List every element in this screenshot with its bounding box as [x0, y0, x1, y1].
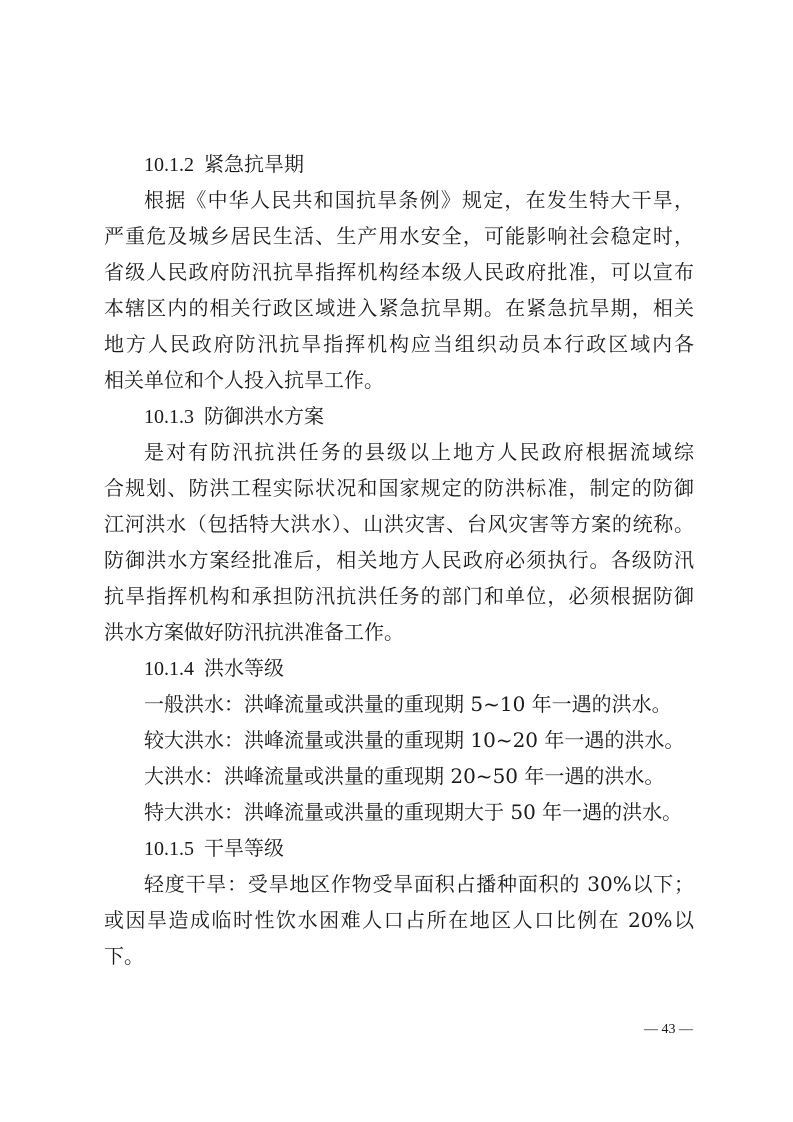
flood-level-major: 大洪水：洪峰流量或洪量的重现期 20~50 年一遇的洪水。 — [144, 764, 665, 788]
section-number: 10.1.5 — [144, 838, 194, 860]
paragraph-line: 或因旱造成临时性饮水困难人口占所在地区人口比例在 20%以 — [104, 908, 694, 932]
paragraph-line: 本辖区内的相关行政区域进入紧急抗旱期。在紧急抗旱期，相关 — [104, 296, 694, 320]
document-body — [104, 146, 694, 974]
section-title: 干旱等级 — [204, 836, 284, 860]
paragraph-line: 省级人民政府防汛抗旱指挥机构经本级人民政府批准，可以宣布 — [104, 260, 694, 284]
section-heading — [104, 146, 694, 182]
flood-level-extreme: 特大洪水：洪峰流量或洪量的重现期大于 50 年一遇的洪水。 — [144, 800, 683, 824]
paragraph-line: 严重危及城乡居民生活、生产用水安全，可能影响社会稳定时， — [104, 224, 694, 248]
section-number: 10.1.2 — [144, 154, 194, 176]
section-heading — [104, 650, 694, 686]
section-title: 防御洪水方案 — [204, 404, 324, 428]
paragraph-line: 轻度干旱：受旱地区作物受旱面积占播种面积的 30%以下； — [144, 872, 694, 896]
paragraph-line: 防御洪水方案经批准后，相关地方人民政府必须执行。各级防汛 — [104, 548, 694, 572]
section-title: 洪水等级 — [204, 656, 284, 680]
paragraph-line: 是对有防汛抗洪任务的县级以上地方人民政府根据流域综 — [144, 440, 694, 464]
page-number: — 43 — — [644, 1022, 693, 1037]
section-number: 10.1.4 — [144, 658, 194, 680]
paragraph-line: 合规划、防洪工程实际状况和国家规定的防洪标准，制定的防御 — [104, 476, 694, 500]
paragraph-line: 抗旱指挥机构和承担防汛抗洪任务的部门和单位，必须根据防御 — [104, 584, 694, 608]
paragraph-line: 地方人民政府防汛抗旱指挥机构应当组织动员本行政区域内各 — [104, 332, 694, 356]
paragraph-line: 下。 — [104, 944, 144, 968]
section-title: 紧急抗旱期 — [204, 152, 304, 176]
section-number: 10.1.3 — [144, 406, 194, 428]
paragraph-line: 洪水方案做好防汛抗洪准备工作。 — [104, 620, 404, 644]
paragraph-line: 相关单位和个人投入抗旱工作。 — [104, 368, 384, 392]
paragraph-line: 江河洪水（包括特大洪水）、山洪灾害、台风灾害等方案的统称。 — [104, 512, 694, 536]
flood-level-general: 一般洪水：洪峰流量或洪量的重现期 5~10 年一遇的洪水。 — [144, 692, 672, 716]
flood-level-larger: 较大洪水：洪峰流量或洪量的重现期 10~20 年一遇的洪水。 — [144, 728, 685, 752]
section-heading — [104, 398, 694, 434]
section-heading — [104, 830, 694, 866]
paragraph-line: 根据《中华人民共和国抗旱条例》规定，在发生特大干旱， — [144, 188, 694, 212]
